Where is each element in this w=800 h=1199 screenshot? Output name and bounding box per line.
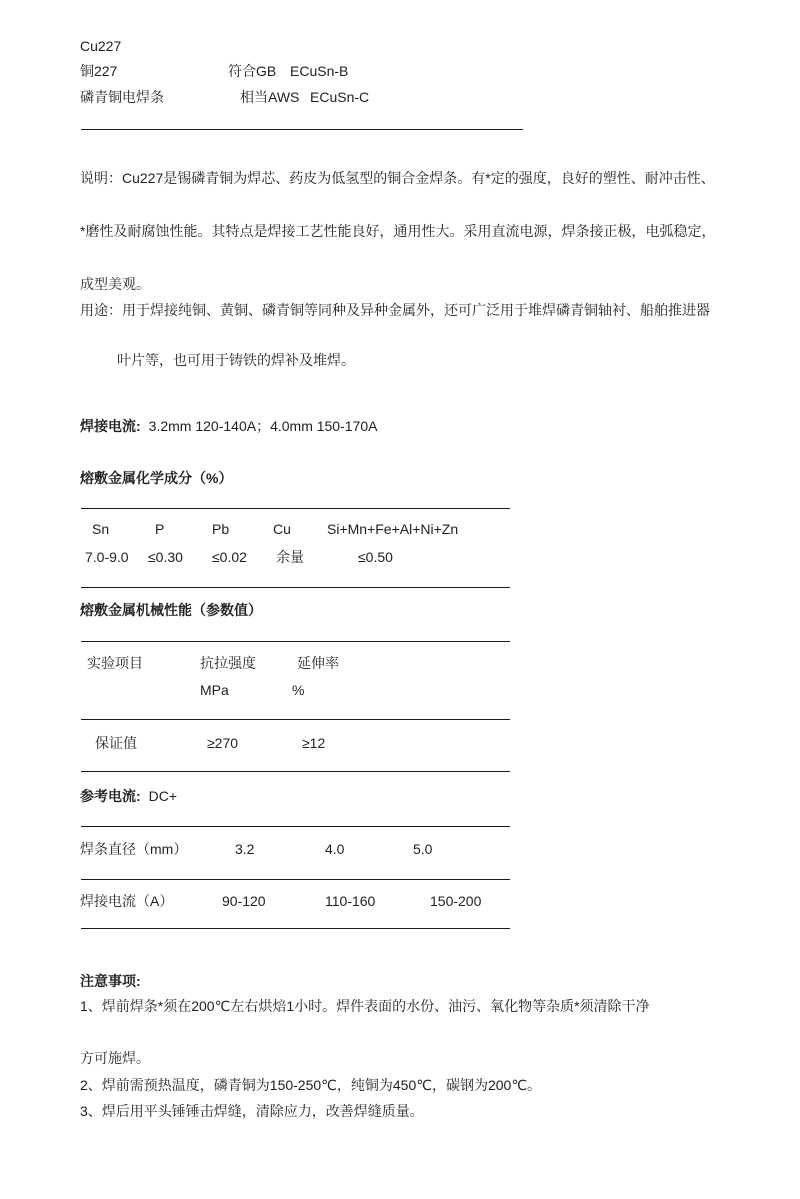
- description-line-1: 说明：Cu227是锡磷青铜为焊芯、药皮为低氢型的铜合金焊条。有*定的强度，良好的塑性、耐冲击性、: [80, 170, 715, 186]
- aws-standard-value: ECuSn-C: [310, 89, 370, 105]
- chem-table-bottom-divider: [81, 587, 510, 588]
- description-line-3: 成型美观。: [80, 276, 150, 292]
- chem-header-cell: P: [155, 521, 165, 537]
- mech-unit-tensile: MPa: [200, 682, 229, 698]
- aws-standard-label: 相当AWS: [240, 89, 300, 105]
- diameter-cell: 3.2: [235, 841, 255, 857]
- current-cell: 90-120: [222, 893, 266, 909]
- chem-table-top-divider: [81, 508, 510, 509]
- mech-table-bottom-divider: [81, 771, 510, 772]
- product-name-cn: 铜227: [80, 63, 118, 79]
- welding-current-label: 焊接电流:: [80, 418, 141, 434]
- chemical-composition-title: 熔敷金属化学成分（%）: [80, 470, 233, 486]
- note-item-1-continued: 方可施焊。: [80, 1050, 150, 1066]
- mech-header-tensile: 抗拉强度: [200, 655, 256, 671]
- product-type: 磷青铜电焊条: [80, 89, 164, 105]
- mech-tensile-value: ≥270: [207, 735, 239, 751]
- diameter-cell: 5.0: [413, 841, 433, 857]
- chem-value-cell: ≤0.30: [148, 549, 183, 565]
- mech-header-item: 实验项目: [87, 655, 143, 671]
- current-cell: 110-160: [325, 893, 376, 909]
- current-cell: 150-200: [430, 893, 482, 909]
- chem-header-cell: Si+Mn+Fe+Al+Ni+Zn: [327, 521, 459, 537]
- current-table-mid-divider: [81, 879, 510, 880]
- chem-header-cell: Pb: [212, 521, 230, 537]
- diameter-row-label: 焊条直径（mm）: [80, 841, 188, 857]
- note-item-3: 3、焊后用平头锤锤击焊缝，清除应力，改善焊缝质量。: [80, 1103, 424, 1119]
- mech-table-top-divider: [81, 641, 510, 642]
- mechanical-properties-title: 熔敷金属机械性能（参数值）: [80, 602, 262, 618]
- welding-current-line: [80, 416, 377, 436]
- gb-standard-value: ECuSn-B: [290, 63, 349, 79]
- diameter-cell: 4.0: [325, 841, 345, 857]
- mech-table-mid-divider: [81, 719, 510, 720]
- gb-standard-label: 符合GB: [228, 63, 277, 79]
- chem-header-cell: Cu: [273, 521, 291, 537]
- chem-value-cell: 余量: [276, 549, 304, 565]
- product-code: Cu227: [80, 38, 122, 54]
- welding-current-value: 3.2mm 120-140A；4.0mm 150-170A: [148, 418, 378, 434]
- chem-header-cell: Sn: [92, 521, 110, 537]
- current-row-label: 焊接电流（A）: [80, 893, 174, 909]
- mech-row-label: 保证值: [95, 735, 137, 751]
- mech-elongation-value: ≥12: [302, 735, 326, 751]
- reference-current-line: [80, 786, 177, 806]
- usage-line-2: 叶片等，也可用于铸铁的焊补及堆焊。: [117, 352, 355, 368]
- note-item-2: 2、焊前需预热温度，磷青铜为150-250℃，纯铜为450℃，碳钢为200℃。: [80, 1077, 542, 1093]
- note-item-1: 1、焊前焊条*须在200℃左右烘焙1小时。焊件表面的水份、油污、氧化物等杂质*须清除干净: [80, 998, 650, 1014]
- chem-value-cell: ≤0.02: [212, 549, 247, 565]
- usage-line-1: 用途：用于焊接纯铜、黄铜、磷青铜等同种及异种金属外，还可广泛用于堆焊磷青铜轴衬、船舶推进器: [80, 302, 710, 318]
- chem-value-cell: 7.0-9.0: [85, 549, 129, 565]
- mech-header-elongation: 延伸率: [297, 655, 339, 671]
- current-table-top-divider: [81, 826, 510, 827]
- header-divider: [81, 129, 523, 130]
- current-table-bottom-divider: [81, 928, 510, 929]
- reference-current-label: 参考电流:: [80, 788, 141, 804]
- chem-value-cell: ≤0.50: [358, 549, 393, 565]
- description-line-2: *磨性及耐腐蚀性能。其特点是焊接工艺性能良好，通用性大。采用直流电源，焊条接正极，电弧稳定，: [80, 223, 716, 239]
- reference-current-value: DC+: [148, 788, 178, 804]
- notes-title: 注意事项:: [80, 973, 141, 989]
- mech-unit-elongation: %: [292, 682, 305, 698]
